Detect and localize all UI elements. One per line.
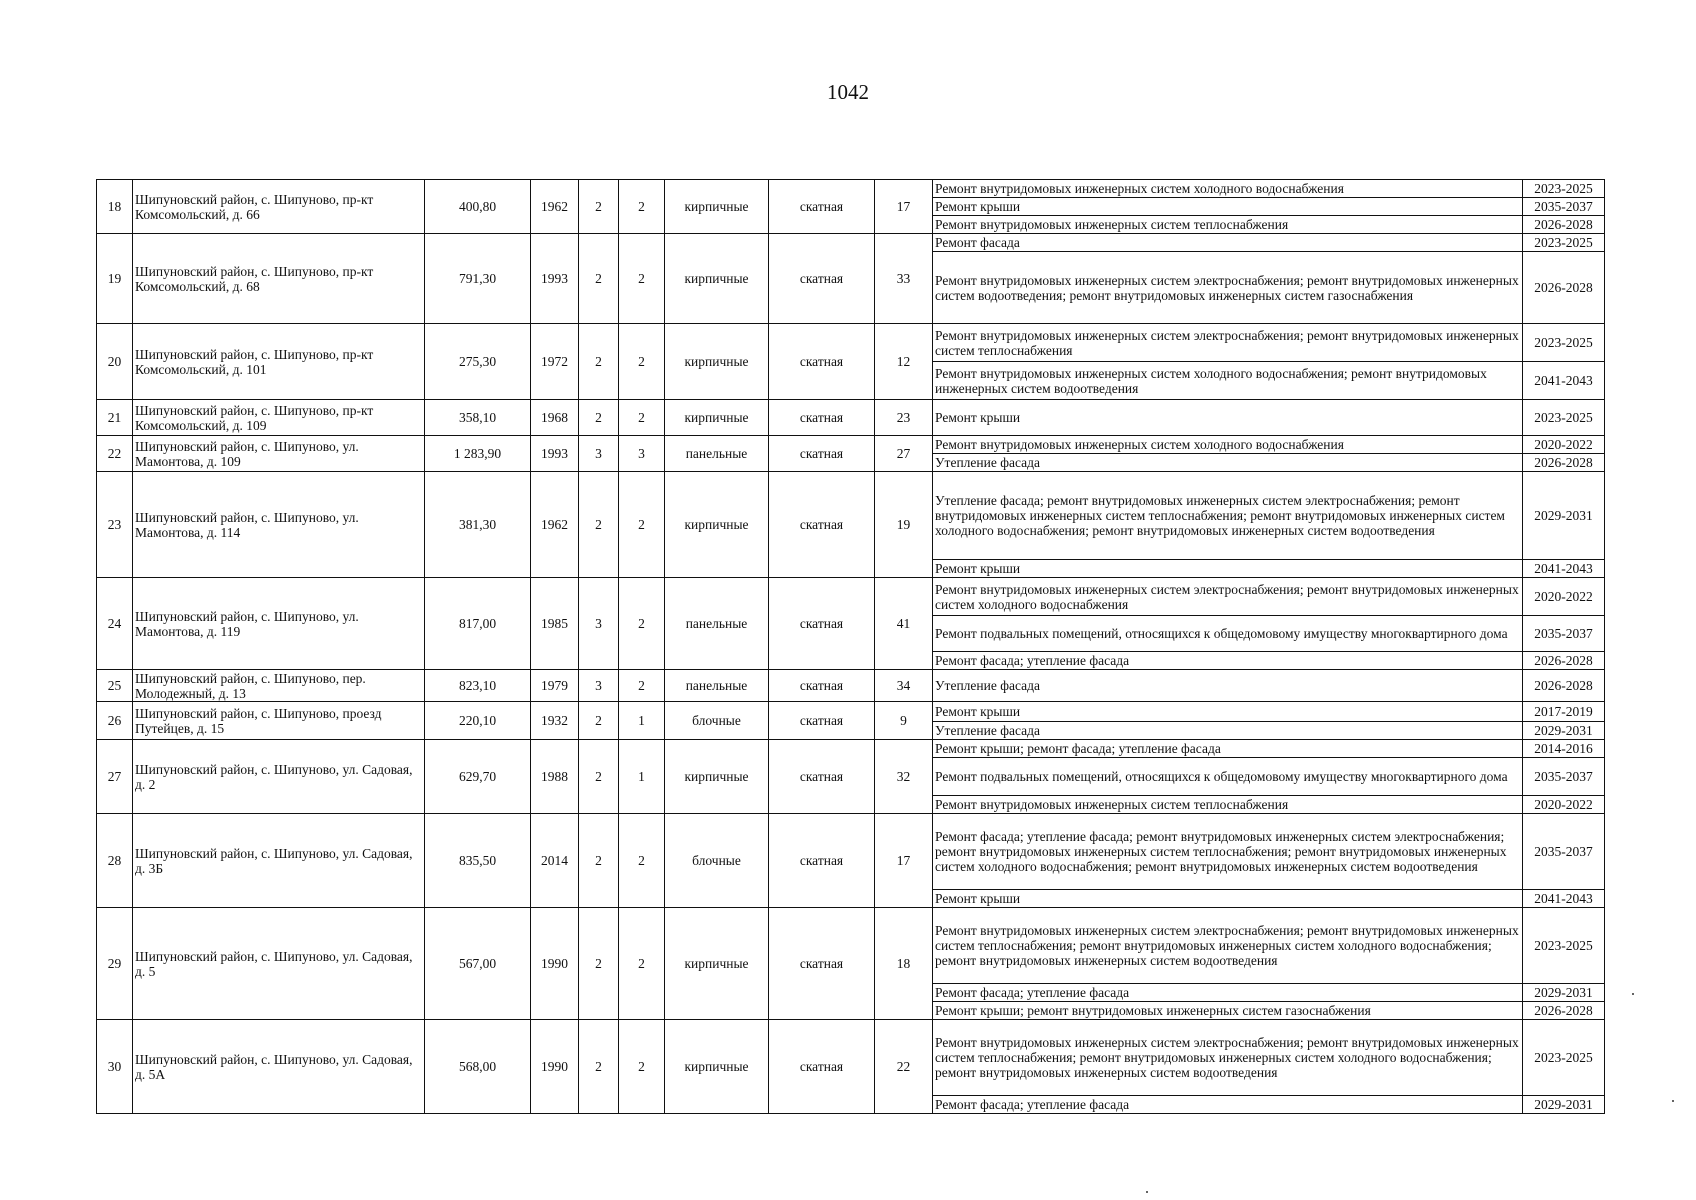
cell-period: 2020-2022 <box>1523 436 1605 454</box>
cell-roof: скатная <box>769 814 875 908</box>
cell-period: 2023-2025 <box>1523 234 1605 252</box>
cell-area: 823,10 <box>425 670 531 702</box>
cell-num: 24 <box>97 578 133 670</box>
cell-entrances: 2 <box>619 324 665 400</box>
cell-period: 2017-2019 <box>1523 702 1605 722</box>
cell-period: 2026-2028 <box>1523 652 1605 670</box>
cell-flats: 12 <box>875 324 933 400</box>
cell-work: Ремонт внутридомовых инженерных систем электроснабжения; ремонт внутридомовых инженерных систем холодного водоснабжения <box>933 578 1523 616</box>
scan-speck <box>1146 1191 1148 1193</box>
cell-address: Шипуновский район, с. Шипуново, ул. Мамонтова, д. 119 <box>133 578 425 670</box>
cell-num: 30 <box>97 1020 133 1114</box>
cell-floors: 2 <box>579 324 619 400</box>
cell-walls: кирпичные <box>665 740 769 814</box>
table-row <box>97 400 1605 436</box>
cell-flats: 23 <box>875 400 933 436</box>
cell-work: Ремонт подвальных помещений, относящихся к общедомовому имуществу многоквартирного дома <box>933 758 1523 796</box>
cell-work: Ремонт внутридомовых инженерных систем электроснабжения; ремонт внутридомовых инженерных систем теплоснабжения; ремонт внутридомовых инженерных систем холодного водоснабжения; ремонт внутридомовых инженерных систем водоотведения <box>933 908 1523 984</box>
cell-year: 2014 <box>531 814 579 908</box>
cell-work: Ремонт внутридомовых инженерных систем холодного водоснабжения; ремонт внутридомовых инженерных систем водоотведения <box>933 362 1523 400</box>
cell-roof: скатная <box>769 400 875 436</box>
cell-period: 2023-2025 <box>1523 908 1605 984</box>
cell-flats: 34 <box>875 670 933 702</box>
cell-year: 1988 <box>531 740 579 814</box>
cell-work: Утепление фасада <box>933 670 1523 702</box>
cell-entrances: 1 <box>619 702 665 740</box>
cell-walls: блочные <box>665 702 769 740</box>
cell-flats: 17 <box>875 180 933 234</box>
cell-work: Ремонт крыши <box>933 400 1523 436</box>
cell-period: 2035-2037 <box>1523 814 1605 890</box>
cell-work: Утепление фасада <box>933 454 1523 472</box>
cell-year: 1990 <box>531 1020 579 1114</box>
cell-period: 2026-2028 <box>1523 252 1605 324</box>
cell-roof: скатная <box>769 702 875 740</box>
table-row <box>97 908 1605 984</box>
cell-flats: 33 <box>875 234 933 324</box>
building-repair-table <box>96 179 1605 1114</box>
cell-address: Шипуновский район, с. Шипуново, ул. Садовая, д. 2 <box>133 740 425 814</box>
cell-period: 2023-2025 <box>1523 1020 1605 1096</box>
cell-floors: 2 <box>579 234 619 324</box>
cell-floors: 3 <box>579 578 619 670</box>
cell-address: Шипуновский район, с. Шипуново, ул. Садовая, д. 5 <box>133 908 425 1020</box>
cell-entrances: 2 <box>619 908 665 1020</box>
cell-work: Ремонт крыши; ремонт внутридомовых инженерных систем газоснабжения <box>933 1002 1523 1020</box>
table-row <box>97 324 1605 362</box>
cell-walls: блочные <box>665 814 769 908</box>
cell-walls: кирпичные <box>665 472 769 578</box>
cell-year: 1993 <box>531 234 579 324</box>
cell-address: Шипуновский район, с. Шипуново, пр-кт Комсомольский, д. 109 <box>133 400 425 436</box>
cell-floors: 2 <box>579 1020 619 1114</box>
cell-num: 27 <box>97 740 133 814</box>
cell-num: 29 <box>97 908 133 1020</box>
cell-flats: 27 <box>875 436 933 472</box>
cell-work: Ремонт внутридомовых инженерных систем теплоснабжения <box>933 796 1523 814</box>
cell-walls: кирпичные <box>665 400 769 436</box>
cell-year: 1985 <box>531 578 579 670</box>
cell-period: 2041-2043 <box>1523 560 1605 578</box>
cell-work: Ремонт крыши <box>933 890 1523 908</box>
cell-roof: скатная <box>769 234 875 324</box>
cell-entrances: 2 <box>619 234 665 324</box>
cell-period: 2029-2031 <box>1523 1096 1605 1114</box>
cell-roof: скатная <box>769 1020 875 1114</box>
cell-period: 2020-2022 <box>1523 578 1605 616</box>
cell-work: Ремонт внутридомовых инженерных систем теплоснабжения <box>933 216 1523 234</box>
scan-speck <box>1632 993 1634 995</box>
cell-address: Шипуновский район, с. Шипуново, ул. Мамонтова, д. 109 <box>133 436 425 472</box>
cell-walls: кирпичные <box>665 234 769 324</box>
cell-roof: скатная <box>769 740 875 814</box>
cell-entrances: 2 <box>619 578 665 670</box>
table-row <box>97 472 1605 560</box>
cell-floors: 2 <box>579 814 619 908</box>
cell-num: 23 <box>97 472 133 578</box>
cell-period: 2041-2043 <box>1523 362 1605 400</box>
cell-num: 22 <box>97 436 133 472</box>
cell-address: Шипуновский район, с. Шипуново, ул. Садовая, д. 5А <box>133 1020 425 1114</box>
cell-flats: 22 <box>875 1020 933 1114</box>
cell-work: Ремонт внутридомовых инженерных систем холодного водоснабжения <box>933 436 1523 454</box>
cell-flats: 32 <box>875 740 933 814</box>
cell-entrances: 3 <box>619 436 665 472</box>
cell-num: 19 <box>97 234 133 324</box>
cell-work: Ремонт внутридомовых инженерных систем холодного водоснабжения <box>933 180 1523 198</box>
cell-roof: скатная <box>769 472 875 578</box>
cell-floors: 2 <box>579 702 619 740</box>
cell-work: Утепление фасада <box>933 722 1523 740</box>
cell-entrances: 2 <box>619 400 665 436</box>
cell-floors: 2 <box>579 908 619 1020</box>
cell-roof: скатная <box>769 180 875 234</box>
cell-work: Ремонт внутридомовых инженерных систем электроснабжения; ремонт внутридомовых инженерных систем теплоснабжения <box>933 324 1523 362</box>
cell-roof: скатная <box>769 670 875 702</box>
cell-work: Ремонт крыши <box>933 702 1523 722</box>
cell-year: 1979 <box>531 670 579 702</box>
cell-floors: 2 <box>579 400 619 436</box>
cell-address: Шипуновский район, с. Шипуново, пр-кт Комсомольский, д. 68 <box>133 234 425 324</box>
cell-entrances: 2 <box>619 670 665 702</box>
cell-area: 629,70 <box>425 740 531 814</box>
cell-area: 220,10 <box>425 702 531 740</box>
table-row <box>97 180 1605 198</box>
cell-area: 791,30 <box>425 234 531 324</box>
cell-area: 567,00 <box>425 908 531 1020</box>
cell-area: 835,50 <box>425 814 531 908</box>
scan-speck <box>1672 1100 1674 1102</box>
cell-address: Шипуновский район, с. Шипуново, ул. Садовая, д. 3Б <box>133 814 425 908</box>
cell-roof: скатная <box>769 578 875 670</box>
cell-area: 1 283,90 <box>425 436 531 472</box>
cell-flats: 19 <box>875 472 933 578</box>
cell-walls: панельные <box>665 670 769 702</box>
cell-flats: 9 <box>875 702 933 740</box>
cell-num: 26 <box>97 702 133 740</box>
cell-period: 2014-2016 <box>1523 740 1605 758</box>
cell-flats: 41 <box>875 578 933 670</box>
cell-address: Шипуновский район, с. Шипуново, пр-кт Комсомольский, д. 101 <box>133 324 425 400</box>
cell-work: Ремонт подвальных помещений, относящихся к общедомовому имуществу многоквартирного дома <box>933 616 1523 652</box>
cell-period: 2020-2022 <box>1523 796 1605 814</box>
cell-area: 568,00 <box>425 1020 531 1114</box>
table-row <box>97 1020 1605 1096</box>
cell-walls: кирпичные <box>665 324 769 400</box>
cell-roof: скатная <box>769 908 875 1020</box>
cell-period: 2023-2025 <box>1523 324 1605 362</box>
cell-num: 25 <box>97 670 133 702</box>
cell-roof: скатная <box>769 324 875 400</box>
cell-area: 275,30 <box>425 324 531 400</box>
cell-entrances: 2 <box>619 1020 665 1114</box>
page-number: 1042 <box>827 80 869 104</box>
cell-period: 2029-2031 <box>1523 472 1605 560</box>
cell-work: Ремонт крыши; ремонт фасада; утепление фасада <box>933 740 1523 758</box>
cell-address: Шипуновский район, с. Шипуново, проезд Путейцев, д. 15 <box>133 702 425 740</box>
cell-roof: скатная <box>769 436 875 472</box>
cell-period: 2029-2031 <box>1523 984 1605 1002</box>
cell-work: Ремонт крыши <box>933 560 1523 578</box>
cell-entrances: 1 <box>619 740 665 814</box>
cell-period: 2026-2028 <box>1523 1002 1605 1020</box>
cell-period: 2029-2031 <box>1523 722 1605 740</box>
cell-year: 1932 <box>531 702 579 740</box>
cell-period: 2026-2028 <box>1523 670 1605 702</box>
cell-work: Ремонт фасада; утепление фасада <box>933 984 1523 1002</box>
cell-work: Ремонт крыши <box>933 198 1523 216</box>
cell-num: 21 <box>97 400 133 436</box>
cell-walls: панельные <box>665 436 769 472</box>
cell-period: 2026-2028 <box>1523 216 1605 234</box>
cell-entrances: 2 <box>619 472 665 578</box>
cell-address: Шипуновский район, с. Шипуново, ул. Мамонтова, д. 114 <box>133 472 425 578</box>
cell-area: 381,30 <box>425 472 531 578</box>
cell-walls: кирпичные <box>665 908 769 1020</box>
cell-entrances: 2 <box>619 814 665 908</box>
cell-work: Ремонт внутридомовых инженерных систем электроснабжения; ремонт внутридомовых инженерных систем теплоснабжения; ремонт внутридомовых инженерных систем холодного водоснабжения; ремонт внутридомовых инженерных систем водоотведения <box>933 1020 1523 1096</box>
cell-period: 2023-2025 <box>1523 400 1605 436</box>
cell-year: 1990 <box>531 908 579 1020</box>
table-row <box>97 578 1605 616</box>
cell-year: 1962 <box>531 472 579 578</box>
cell-area: 400,80 <box>425 180 531 234</box>
table-row <box>97 814 1605 890</box>
cell-work: Ремонт фасада <box>933 234 1523 252</box>
cell-work: Ремонт фасада; утепление фасада; ремонт внутридомовых инженерных систем электроснабжения; ремонт внутридомовых инженерных систем теплоснабжения; ремонт внутридомовых инженерных систем холодного водоснабжения; ремонт внутридомовых инженерных систем водоотведения <box>933 814 1523 890</box>
cell-year: 1968 <box>531 400 579 436</box>
cell-entrances: 2 <box>619 180 665 234</box>
cell-floors: 3 <box>579 436 619 472</box>
table-row <box>97 740 1605 758</box>
table-body <box>97 180 1605 1114</box>
cell-flats: 18 <box>875 908 933 1020</box>
cell-period: 2026-2028 <box>1523 454 1605 472</box>
cell-year: 1962 <box>531 180 579 234</box>
cell-period: 2035-2037 <box>1523 198 1605 216</box>
cell-num: 28 <box>97 814 133 908</box>
cell-walls: кирпичные <box>665 180 769 234</box>
cell-period: 2035-2037 <box>1523 758 1605 796</box>
table-row <box>97 670 1605 702</box>
table-row <box>97 436 1605 454</box>
cell-walls: кирпичные <box>665 1020 769 1114</box>
cell-floors: 2 <box>579 472 619 578</box>
cell-floors: 2 <box>579 740 619 814</box>
table-row <box>97 234 1605 252</box>
cell-period: 2035-2037 <box>1523 616 1605 652</box>
cell-num: 20 <box>97 324 133 400</box>
cell-area: 817,00 <box>425 578 531 670</box>
cell-work: Ремонт фасада; утепление фасада <box>933 1096 1523 1114</box>
cell-flats: 17 <box>875 814 933 908</box>
cell-walls: панельные <box>665 578 769 670</box>
cell-address: Шипуновский район, с. Шипуново, пр-кт Комсомольский, д. 66 <box>133 180 425 234</box>
cell-year: 1993 <box>531 436 579 472</box>
cell-area: 358,10 <box>425 400 531 436</box>
cell-work: Утепление фасада; ремонт внутридомовых инженерных систем электроснабжения; ремонт внутридомовых инженерных систем теплоснабжения; ремонт внутридомовых инженерных систем холодного водоснабжения; ремонт внутридомовых инженерных систем водоотведения <box>933 472 1523 560</box>
cell-period: 2023-2025 <box>1523 180 1605 198</box>
cell-work: Ремонт внутридомовых инженерных систем электроснабжения; ремонт внутридомовых инженерных систем водоотведения; ремонт внутридомовых инженерных систем газоснабжения <box>933 252 1523 324</box>
cell-address: Шипуновский район, с. Шипуново, пер. Молодежный, д. 13 <box>133 670 425 702</box>
cell-year: 1972 <box>531 324 579 400</box>
cell-work: Ремонт фасада; утепление фасада <box>933 652 1523 670</box>
cell-period: 2041-2043 <box>1523 890 1605 908</box>
cell-num: 18 <box>97 180 133 234</box>
cell-floors: 2 <box>579 180 619 234</box>
table-row <box>97 702 1605 722</box>
cell-floors: 3 <box>579 670 619 702</box>
